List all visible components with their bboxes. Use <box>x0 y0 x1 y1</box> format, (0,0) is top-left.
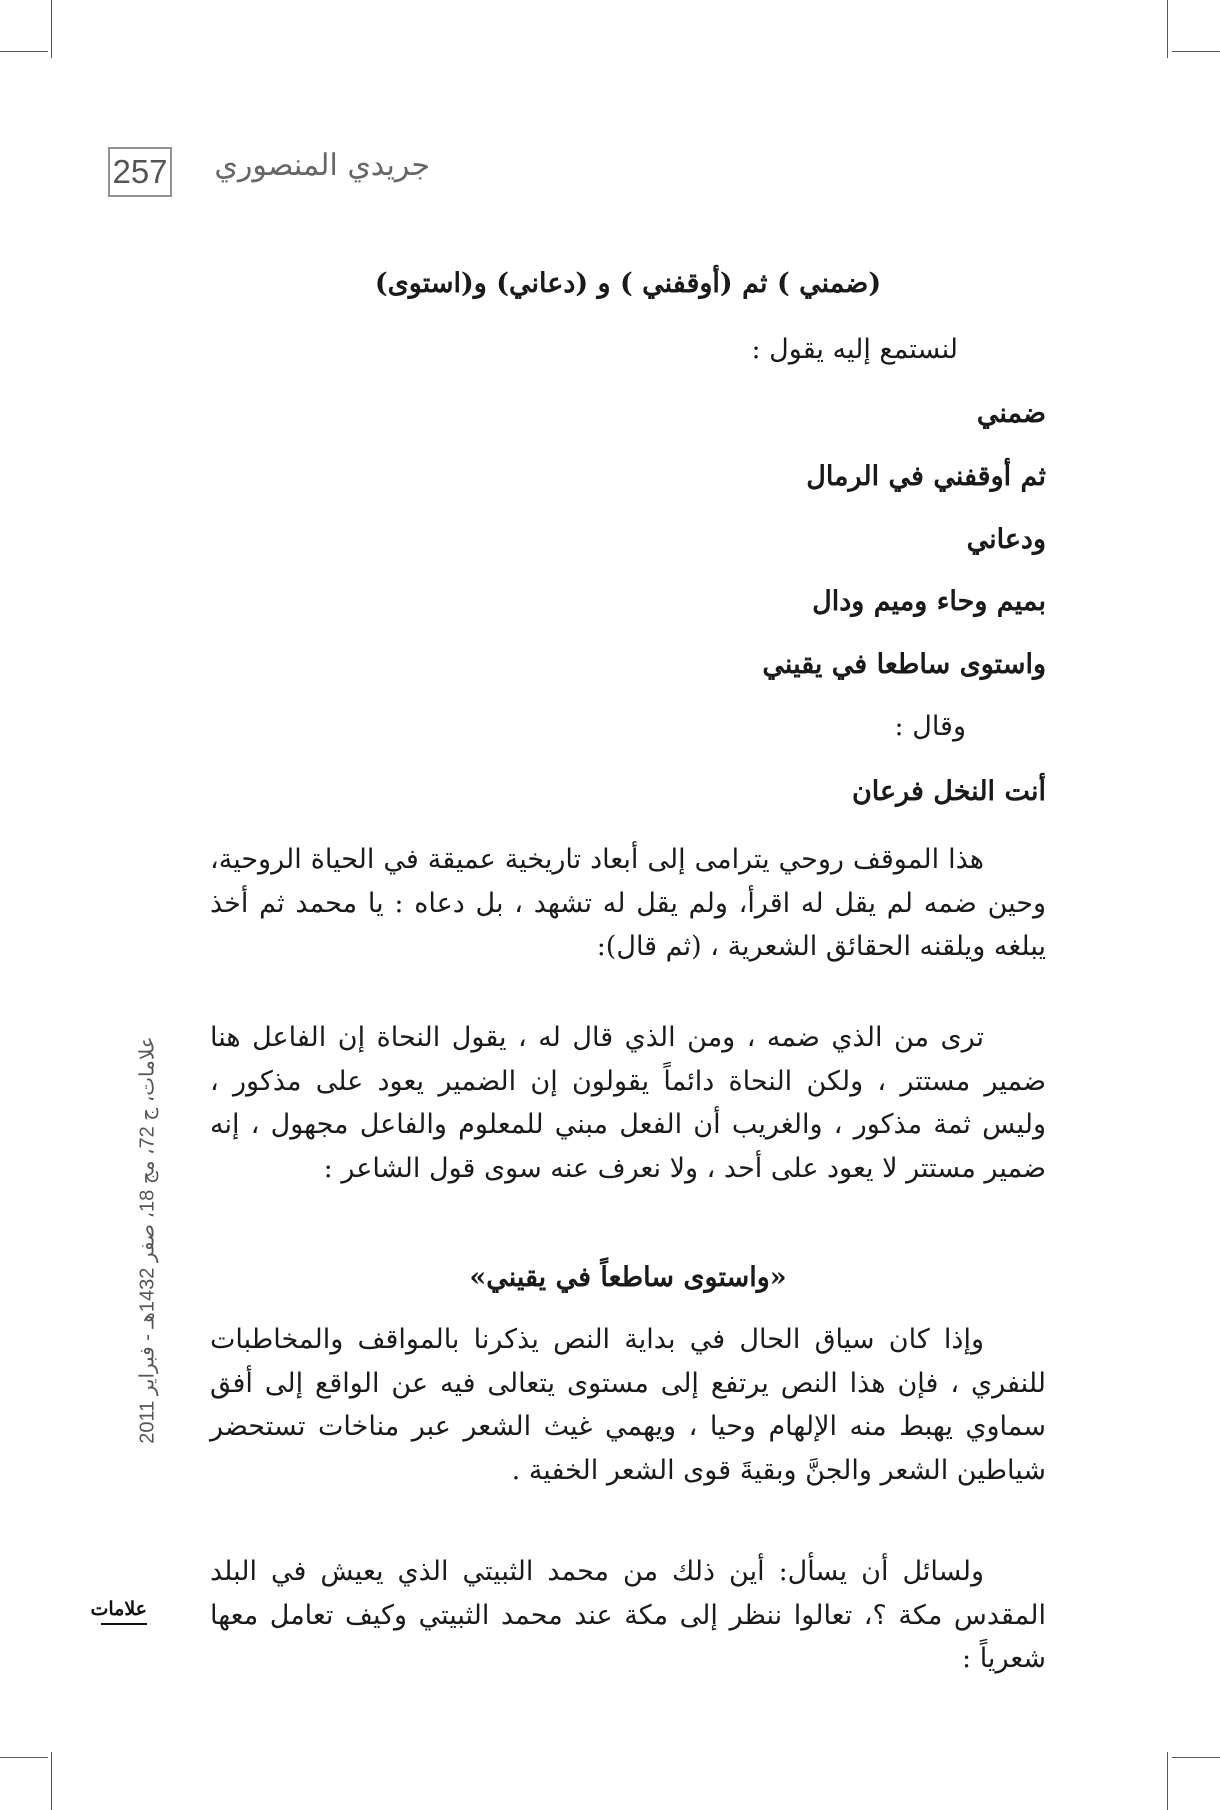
section-heading: (ضمني ) ثم (أوقفني ) و (دعاني) و(استوى) <box>374 268 882 299</box>
paragraph: وإذا كان سياق الحال في بداية النص يذكرنا بالمواقف والمخاطبات للنفري ، فإن هذا النص يرتفع إلى مستوى يتعالى فيه عن الواقع إلى أفق سماوي يهبط منه الإلهام وحيا ، ويهمي غيث الشعر عبر مناخات تستحضر شياطين الشعر والجنَّ وبقيةَ قوى الشعر الخفية . <box>210 1324 1046 1487</box>
poem-line: ضمني <box>976 398 1046 429</box>
poem-line: واستوى ساطعا في يقيني <box>762 649 1046 680</box>
crop-mark-bottom-right-h <box>1172 1757 1220 1758</box>
journal-logo: علامات <box>101 1599 147 1625</box>
crop-mark-bottom-right <box>1167 1752 1168 1810</box>
intro-line: لنستمع إليه يقول : <box>751 334 958 365</box>
journal-issue-caption: علامات، ج 72، مج 18، صفر 1432هـ - فبراير 2011 <box>136 1036 159 1444</box>
paragraph: ولسائل أن يسأل: أين ذلك من محمد الثبيتي الذي يعيش في البلد المقدس مكة ؟، تعالوا ننظر إلى مكة عند محمد الثبيتي وكيف تعامل معها شعرياً : <box>210 1556 1046 1675</box>
paragraph: هذا الموقف روحي يترامى إلى أبعاد تاريخية عميقة في الحياة الروحية، وحين ضمه لم يقل له اقرأ، ولم يقل له تشهد ، بل دعاه : يا محمد ثم أخذ يبلغه ويلقنه الحقائق الشعرية ، (ثم قال): <box>210 844 1046 963</box>
said-line: وقال : <box>894 711 966 742</box>
running-header-author: جريدي المنصوري <box>214 148 430 183</box>
crop-mark-top-right <box>1167 0 1168 58</box>
poem-line: ثم أوقفني في الرمال <box>806 461 1046 492</box>
poem-line: ودعاني <box>966 524 1046 555</box>
poem-line: أنت النخل فرعان <box>851 776 1046 807</box>
crop-mark-bottom-left <box>51 1752 52 1810</box>
crop-mark-top-right-h <box>1172 51 1220 52</box>
paragraph: ترى من الذي ضمه ، ومن الذي قال له ، يقول النحاة إن الفاعل هنا ضمير مستتر ، ولكن النحاة دائماً يقولون إن الضمير يعود على مذكور ، وليس ثمة مذكور ، والغريب أن الفعل مبني للمعلوم والفاعل مجهول ، إنه ضمير مستتر لا يعود على أحد ، ولا نعرف عنه سوى قول الشاعر : <box>210 1022 1046 1185</box>
crop-mark-bottom-left-h <box>0 1757 48 1758</box>
crop-mark-top-left-h <box>0 51 48 52</box>
block-quote: «واستوى ساطعاً في يقيني» <box>469 1262 787 1293</box>
crop-mark-top-left <box>51 0 52 58</box>
poem-line: بميم وحاء وميم ودال <box>812 586 1046 617</box>
page-number: 257 <box>108 147 172 197</box>
